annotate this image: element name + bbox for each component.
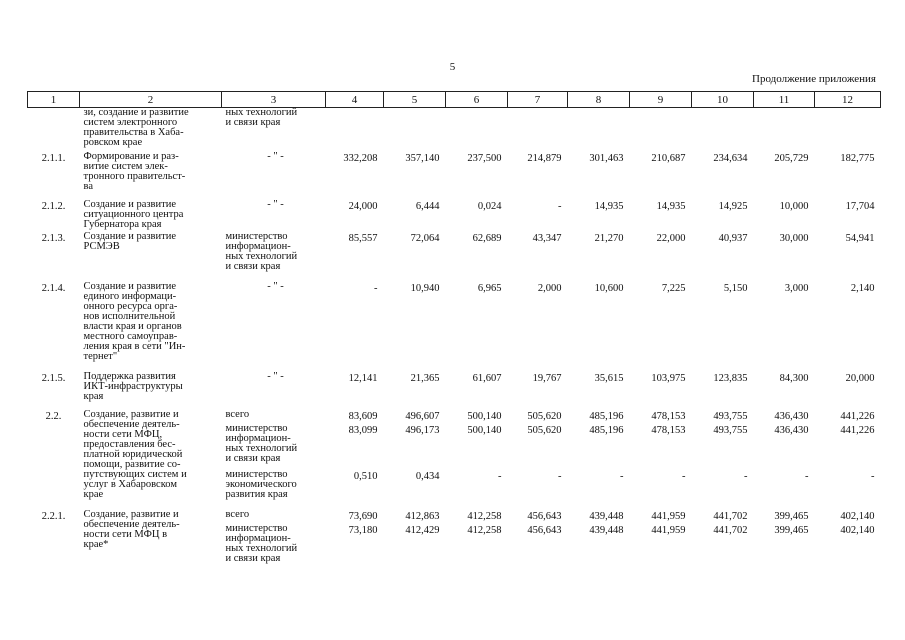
column-header: 4	[326, 92, 384, 108]
row-value: 478,153	[651, 424, 686, 436]
row-title: Создание и развитие единого информаци- онного ресурса орга- нов исполнительной власти края и органов местного самоуправ- ления края в сети "Ин- тернет"	[83, 280, 186, 362]
row-value: 3,000	[784, 282, 809, 294]
row-value	[384, 108, 446, 152]
row-value: 123,835	[713, 372, 748, 384]
column-header: 3	[222, 92, 326, 108]
row-executor: - " -	[267, 150, 284, 162]
row-number: 2.2.1.	[41, 510, 66, 522]
column-header: 5	[384, 92, 446, 108]
row-value: 14,935	[594, 200, 624, 212]
row-value: 62,689	[472, 232, 502, 244]
row-value: 30,000	[779, 232, 809, 244]
row-value: 505,620	[527, 424, 562, 436]
header-row	[28, 92, 881, 108]
row-value: 6,965	[477, 282, 502, 294]
row-value: 496,607	[405, 410, 440, 422]
row-title: зи, создание и развитие систем электронного правительства в Хаба- ровском крае	[83, 107, 189, 148]
row-value: 20,000	[845, 372, 875, 384]
row-executor: министерство информацион- ных технологий и связи края	[225, 230, 298, 272]
row-value: 357,140	[405, 152, 440, 164]
row-executor: министерство информацион- ных технологий и связи края	[225, 522, 298, 564]
row-value: 478,153	[651, 410, 686, 422]
row-value	[754, 108, 815, 152]
row-value: -	[871, 470, 875, 482]
row-executor: - " -	[267, 280, 284, 292]
row-value: 500,140	[467, 410, 502, 422]
row-number: 2.1.3.	[41, 232, 66, 244]
row-value	[568, 108, 630, 152]
row-value: 0,434	[415, 470, 440, 482]
row-value: 7,225	[661, 282, 686, 294]
row-value	[692, 108, 754, 152]
row-value: 43,347	[532, 232, 562, 244]
row-number: 2.1.4.	[41, 282, 66, 294]
row-number: 2.1.5.	[41, 372, 66, 384]
row-title: Создание, развитие и обеспечение деятель- ности сети МФЦ, предоставления бес- платной юридической помощи, развитие со- путствующих систем и услуг в Хабаровском крае	[83, 408, 187, 500]
column-header: 11	[754, 92, 815, 108]
row-value: 17,704	[845, 200, 875, 212]
row-value: 439,448	[589, 524, 624, 536]
row-value: 412,429	[405, 524, 440, 536]
row-value: -	[682, 470, 686, 482]
table-body	[28, 108, 881, 570]
row-value: 182,775	[840, 152, 875, 164]
table-row	[28, 232, 881, 282]
row-value: 412,863	[405, 510, 440, 522]
row-value: 485,196	[589, 424, 624, 436]
page-number: 5	[449, 61, 456, 73]
row-number: 2.1.1.	[41, 152, 66, 164]
row-number	[28, 108, 80, 152]
column-header: 6	[446, 92, 508, 108]
row-value: 402,140	[840, 510, 875, 522]
row-value: 84,300	[779, 372, 809, 384]
row-value: 441,959	[651, 510, 686, 522]
column-header: 2	[80, 92, 222, 108]
row-value: 505,620	[527, 410, 562, 422]
row-title: Формирование и раз- витие систем элек- тронного правительст- ва	[83, 150, 186, 192]
row-value: -	[620, 470, 624, 482]
row-value: -	[805, 470, 809, 482]
row-value: 85,557	[348, 232, 378, 244]
column-header: 1	[28, 92, 80, 108]
row-value: 83,099	[348, 424, 378, 436]
row-executor: ных технологий и связи края	[225, 107, 298, 128]
row-value: 21,365	[410, 372, 440, 384]
row-value: 399,465	[774, 510, 809, 522]
continuation-label: Продолжение приложения	[752, 73, 876, 85]
row-value: 234,634	[713, 152, 748, 164]
row-value: 40,937	[718, 232, 748, 244]
row-value: 441,702	[713, 510, 748, 522]
row-value: 61,607	[472, 372, 502, 384]
row-value: 73,690	[348, 510, 378, 522]
row-executor: всего	[225, 508, 250, 520]
row-value: 19,767	[532, 372, 562, 384]
row-number: 2.2.	[45, 410, 62, 422]
row-number: 2.1.2.	[41, 200, 66, 212]
row-value: -	[374, 282, 378, 294]
row-value: 210,687	[651, 152, 686, 164]
row-executor: министерство информацион- ных технологий и связи края	[225, 422, 298, 464]
column-header: 7	[508, 92, 568, 108]
row-value: 73,180	[348, 524, 378, 536]
table-row	[28, 372, 881, 410]
row-value: 0,024	[477, 200, 502, 212]
row-value	[630, 108, 692, 152]
row-value: 14,935	[656, 200, 686, 212]
row-value: 6,444	[415, 200, 440, 212]
row-value: 0,510	[353, 470, 378, 482]
row-value: 205,729	[774, 152, 809, 164]
row-value: 35,615	[594, 372, 624, 384]
row-value: 402,140	[840, 524, 875, 536]
row-value: 500,140	[467, 424, 502, 436]
row-value: 441,959	[651, 524, 686, 536]
row-executor: - " -	[267, 198, 284, 210]
column-header: 12	[815, 92, 881, 108]
table-row	[28, 108, 881, 152]
row-value: 412,258	[467, 524, 502, 536]
table-row	[28, 510, 881, 524]
column-header: 8	[568, 92, 630, 108]
row-title: Создание и развитие ситуационного центра Губернатора края	[83, 198, 184, 230]
column-header: 10	[692, 92, 754, 108]
row-value	[508, 108, 568, 152]
row-value: 493,755	[713, 424, 748, 436]
row-value: 456,643	[527, 524, 562, 536]
row-value: -	[558, 200, 562, 212]
budget-table	[27, 91, 881, 570]
row-value: -	[558, 470, 562, 482]
table-row	[28, 200, 881, 232]
row-value: 237,500	[467, 152, 502, 164]
row-value: 2,140	[850, 282, 875, 294]
row-value: 436,430	[774, 424, 809, 436]
row-value: 24,000	[348, 200, 378, 212]
column-header: 9	[630, 92, 692, 108]
row-value	[815, 108, 881, 152]
row-value: 5,150	[723, 282, 748, 294]
row-title: Создание и развитие РСМЭВ	[83, 230, 176, 252]
row-value: 14,925	[718, 200, 748, 212]
row-value: 10,600	[594, 282, 624, 294]
row-value: 439,448	[589, 510, 624, 522]
table-row	[28, 282, 881, 372]
row-title: Создание, развитие и обеспечение деятель- ности сети МФЦ в крае*	[83, 508, 180, 550]
row-value: 10,000	[779, 200, 809, 212]
row-value: -	[744, 470, 748, 482]
row-value: 21,270	[594, 232, 624, 244]
row-value: 441,226	[840, 424, 875, 436]
row-value: 399,465	[774, 524, 809, 536]
row-value: 10,940	[410, 282, 440, 294]
row-executor: всего	[225, 408, 250, 420]
row-value: 2,000	[537, 282, 562, 294]
row-value: 412,258	[467, 510, 502, 522]
row-value: 22,000	[656, 232, 686, 244]
row-value: 436,430	[774, 410, 809, 422]
row-value: -	[498, 470, 502, 482]
row-value: 214,879	[527, 152, 562, 164]
row-executor: - " -	[267, 370, 284, 382]
row-value: 54,941	[845, 232, 875, 244]
row-value: 332,208	[343, 152, 378, 164]
row-value: 72,064	[410, 232, 440, 244]
row-executor: министерство экономического развития края	[225, 468, 297, 500]
row-value	[446, 108, 508, 152]
row-value: 83,609	[348, 410, 378, 422]
row-value: 493,755	[713, 410, 748, 422]
row-value: 456,643	[527, 510, 562, 522]
row-value: 496,173	[405, 424, 440, 436]
table-row	[28, 410, 881, 424]
table-row	[28, 152, 881, 200]
row-value	[326, 108, 384, 152]
row-value: 103,975	[651, 372, 686, 384]
row-title: Поддержка развития ИКТ-инфраструктуры края	[83, 370, 183, 402]
row-value: 441,226	[840, 410, 875, 422]
row-value: 12,141	[348, 372, 378, 384]
row-value: 485,196	[589, 410, 624, 422]
row-value: 301,463	[589, 152, 624, 164]
row-value: 441,702	[713, 524, 748, 536]
